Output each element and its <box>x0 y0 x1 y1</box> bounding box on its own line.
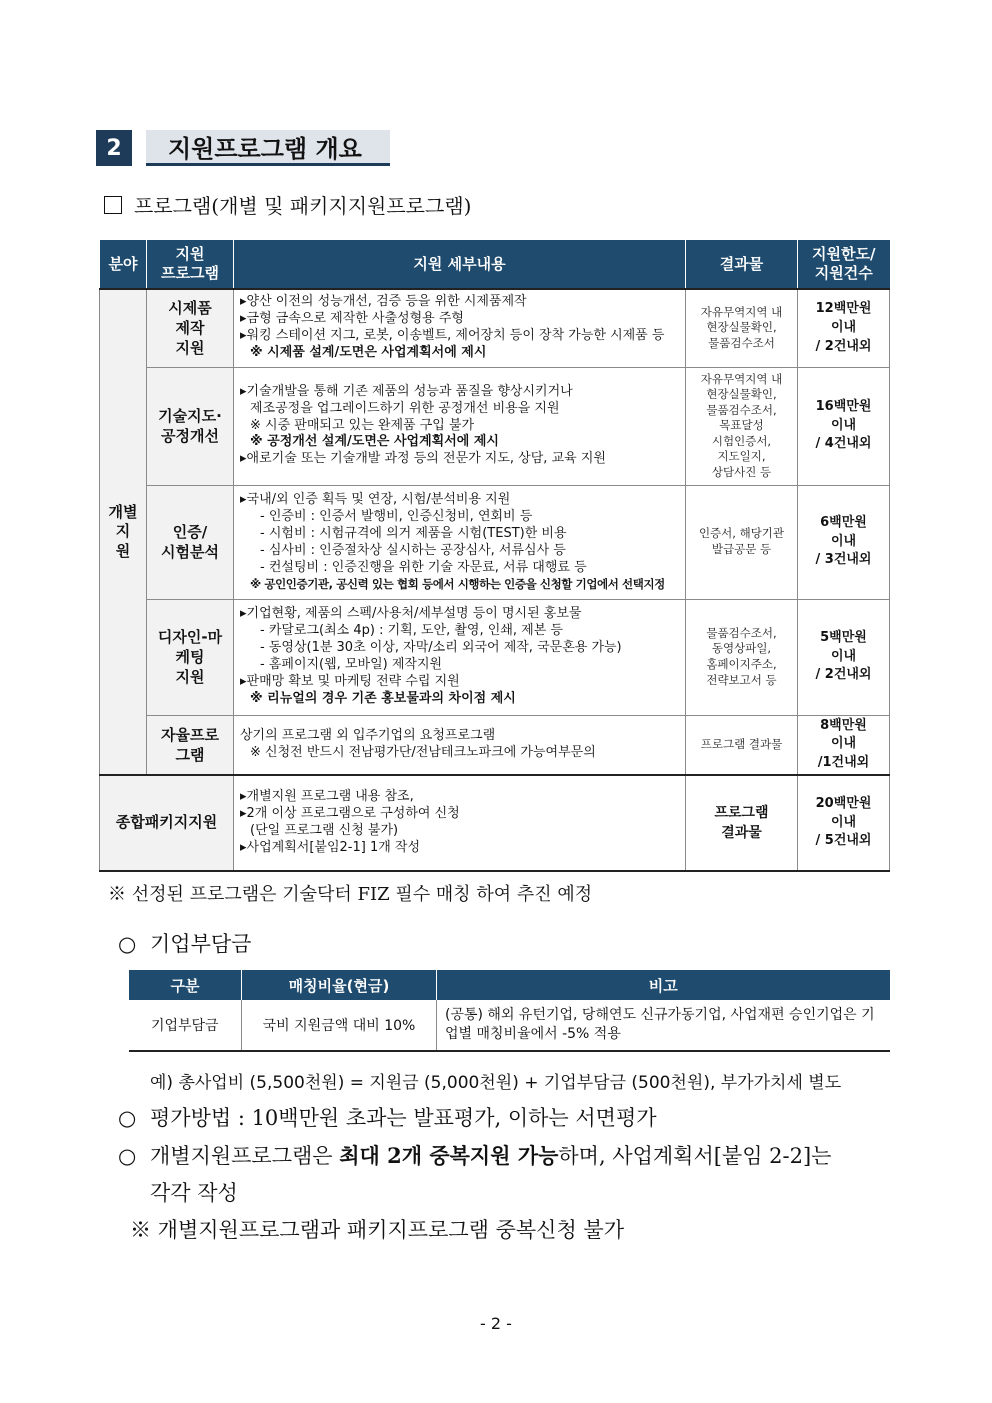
program-result: 인증서, 해당기관 발급공문 등 <box>686 485 798 599</box>
detail-line: ▸애로기술 또는 기술개발 과정 등의 전문가 지도, 상담, 교육 지원 <box>240 451 606 467</box>
program-limit: 5백만원 이내 / 2건내외 <box>798 599 890 715</box>
burden-header: 구분 <box>129 970 242 1000</box>
detail-line: ▸2개 이상 프로그램으로 구성하여 신청 <box>240 806 460 822</box>
burden-header-row <box>129 970 890 1000</box>
package-details <box>234 775 686 871</box>
program-name: 디자인-마 케팅 지원 <box>147 599 234 715</box>
burden-header: 비고 <box>437 970 890 1000</box>
program-limit: 6백만원 이내 / 3건내외 <box>798 485 890 599</box>
program-name: 기술지도· 공정개선 <box>147 367 234 485</box>
detail-line: ※ 시중 판매되고 있는 완제품 구입 불가 <box>250 417 475 433</box>
subheading-text: 프로그램(개별 및 패키지지원프로그램) <box>134 194 472 218</box>
package-limit: 20백만원 이내 / 5건내외 <box>798 775 890 871</box>
burden-cell: 기업부담금 <box>129 1000 242 1051</box>
program-result: 자유무역지역 내 현장실물확인, 물품검수조서 <box>686 289 798 367</box>
package-label: 종합패키지지원 <box>100 775 234 871</box>
program-result: 프로그램 결과물 <box>686 715 798 775</box>
detail-line: ▸기업현황, 제품의 스펙/사용처/세부설명 등이 명시된 홍보물 <box>240 606 582 622</box>
header-program: 지원 프로그램 <box>147 240 234 289</box>
table-row <box>100 367 890 485</box>
burden-row <box>129 1000 890 1051</box>
header-field: 분야 <box>100 240 147 289</box>
detail-line: ▸사업계획서[붙임2-1] 1개 작성 <box>240 839 421 855</box>
detail-line: (단일 프로그램 신청 불가) <box>250 823 399 839</box>
burden-header: 매칭비율(현금) <box>242 970 437 1000</box>
detail-line: ▸양산 이전의 성능개선, 검증 등을 위한 시제품제작 <box>240 294 527 310</box>
subheading <box>104 190 471 219</box>
dup-bullet-line2: 각각 작성 <box>150 1181 238 1205</box>
detail-line: - 컨설팅비 : 인증진행을 위한 기술 자문료, 서류 대행료 등 <box>260 559 587 575</box>
detail-line: 제조공정을 업그레이드하기 위한 공정개선 비용을 지원 <box>250 400 560 416</box>
package-result: 프로그램 결과물 <box>686 775 798 871</box>
detail-line: - 카달로그(최소 4p) : 기획, 도안, 촬영, 인쇄, 제본 등 <box>260 623 563 639</box>
header-details: 지원 세부내용 <box>234 240 686 289</box>
detail-line: ▸국내/외 인증 획득 및 연장, 시험/분석비용 지원 <box>240 492 511 508</box>
burden-cell: 국비 지원금액 대비 10% <box>242 1000 437 1051</box>
detail-line: ▸판매망 확보 및 마케팅 전략 수립 지원 <box>240 673 460 689</box>
program-limit: 8백만원 이내 /1건내외 <box>798 715 890 775</box>
program-result: 자유무역지역 내 현장실물확인, 물품검수조서, 목표달성 시험인증서, 지도일지, 상담사진 등 <box>686 367 798 485</box>
detail-line: ▸금형 금속으로 제작한 사출성형용 주형 <box>240 311 464 327</box>
program-details <box>234 715 686 775</box>
package-row <box>100 775 890 871</box>
detail-line: - 심사비 : 인증절차상 실시하는 공장심사, 서류심사 등 <box>260 542 566 558</box>
program-details <box>234 367 686 485</box>
program-name: 자율프로 그램 <box>147 715 234 775</box>
table-row <box>100 485 890 599</box>
cost-example: 예) 총사업비 (5,500천원) = 지원금 (5,000천원) + 기업부담금 (500천원), 부가가치세 별도 <box>150 1073 842 1093</box>
header-limit: 지원한도/ 지원건수 <box>798 240 890 289</box>
section-heading <box>96 130 390 166</box>
detail-line: - 홈페이지(웹, 모바일) 제작지원 <box>260 657 443 672</box>
program-details <box>234 599 686 715</box>
table-header-row <box>100 240 890 289</box>
checkbox-icon <box>104 196 122 214</box>
table-row <box>100 599 890 715</box>
program-result: 물품검수조서, 동영상파일, 홈페이지주소, 전략보고서 등 <box>686 599 798 715</box>
burden-cell: (공통) 해외 유턴기업, 당해연도 신규가동기업, 사업재편 승인기업은 기업별 매칭비율에서 -5% 적용 <box>437 1000 890 1051</box>
program-details <box>234 289 686 367</box>
group-label: 개별 지 원 <box>100 289 147 775</box>
detail-line: - 동영상(1분 30초 이상, 자막/소리 외국어 제작, 국문혼용 가능) <box>260 640 622 656</box>
burden-table <box>128 970 890 1052</box>
table-row <box>100 289 890 367</box>
program-table <box>99 240 890 872</box>
detail-line: - 시험비 : 시험규격에 의거 제품을 시험(TEST)한 비용 <box>260 526 567 542</box>
detail-line: ※ 리뉴얼의 경우 기존 홍보물과의 차이점 제시 <box>250 690 516 706</box>
section-number: 2 <box>96 130 132 166</box>
burden-title: ○ 기업부담금 <box>118 932 252 956</box>
detail-line: ※ 공정개선 설계/도면은 사업계획서에 제시 <box>250 434 499 450</box>
detail-line: ▸워킹 스테이션 지그, 로봇, 이송벨트, 제어장치 등이 장착 가능한 시제품 등 <box>240 328 665 344</box>
detail-line: ※ 신청전 반드시 전남평가단/전남테크노파크에 가능여부문의 <box>250 744 596 760</box>
detail-line: 상기의 프로그램 외 입주기업의 요청프로그램 <box>240 727 496 743</box>
section-title: 지원프로그램 개요 <box>146 130 390 166</box>
detail-line: ※ 공인인증기관, 공신력 있는 협회 등에서 시행하는 인증을 신청할 기업에서 선택지정 <box>250 576 665 591</box>
table-row <box>100 715 890 775</box>
detail-line: - 인증비 : 인증서 발행비, 인증신청비, 연회비 등 <box>260 509 533 525</box>
program-name: 인증/ 시험분석 <box>147 485 234 599</box>
detail-line: ▸기술개발을 통해 기존 제품의 성능과 품질을 향상시키거나 <box>240 383 573 399</box>
detail-line: ▸개별지원 프로그램 내용 참조, <box>240 789 414 805</box>
fiz-note: ※ 선정된 프로그램은 기술닥터 FIZ 필수 매칭 하여 추진 예정 <box>108 884 593 905</box>
program-details <box>234 485 686 599</box>
program-limit: 16백만원 이내 / 4건내외 <box>798 367 890 485</box>
program-name: 시제품 제작 지원 <box>147 289 234 367</box>
page-number: - 2 - <box>480 1314 512 1333</box>
detail-line: ※ 시제품 설계/도면은 사업계획서에 제시 <box>250 345 487 361</box>
eval-bullet: ○ 평가방법 : 10백만원 초과는 발표평가, 이하는 서면평가 <box>118 1106 657 1130</box>
dup-bullet: ○ 개별지원프로그램은 최대 2개 중복지원 가능하며, 사업계획서[붙임 2-2]는 <box>118 1143 832 1168</box>
header-result: 결과물 <box>686 240 798 289</box>
no-dup-note: ※ 개별지원프로그램과 패키지프로그램 중복신청 불가 <box>130 1218 624 1242</box>
program-limit: 12백만원 이내 / 2건내외 <box>798 289 890 367</box>
